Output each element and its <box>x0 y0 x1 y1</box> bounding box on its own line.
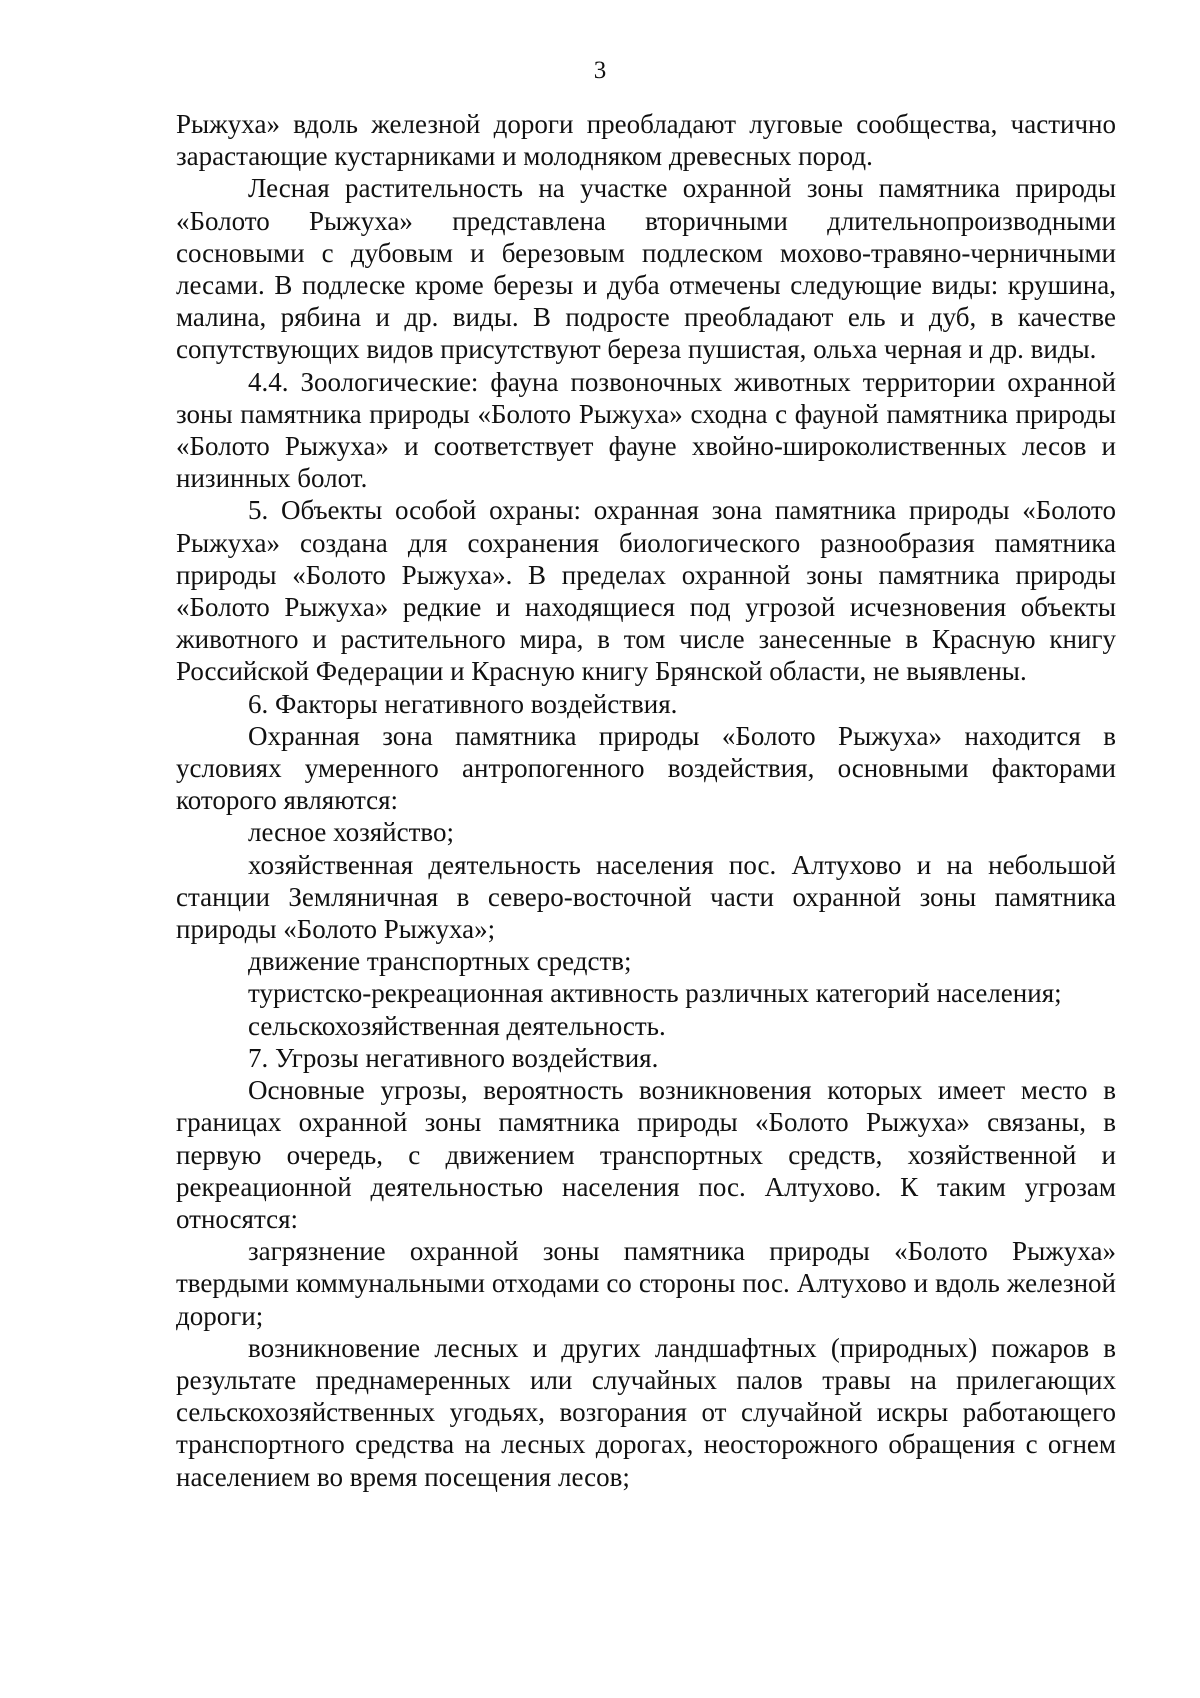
list-item-recreation: туристско-рекреационная активность различных категорий населения; <box>248 978 1062 1009</box>
list-item-pollution: загрязнение охранной зоны памятника природы «Болото Рыжуха» твердыми коммунальными отходами со стороны пос. Алтухово и вдоль железной дороги; <box>176 1236 1116 1331</box>
list-item-forestry: лесное хозяйство; <box>248 817 454 848</box>
list-item-fires: возникновение лесных и других ландшафтных (природных) пожаров в результате преднамеренных или случайных палов травы на прилегающих сельскохозяйственных угодьях, возгорания от случайной искры работающего транспортного средства на лесных дорогах, неосторожного обращения с огнем населением во время посещения лесов; <box>176 1332 1116 1492</box>
list-item-transport: движение транспортных средств; <box>248 946 632 977</box>
document-body <box>176 108 1116 1493</box>
heading-negative-factors: 6. Факторы негативного воздействия. <box>248 688 678 719</box>
paragraph-protected-objects: 5. Объекты особой охраны: охранная зона памятника природы «Болото Рыжуха» создана для сохранения биологического разнообразия памятника природы «Болото Рыжуха». В пределах охранной зоны памятника природы «Болото Рыжуха» редкие и находящиеся под угрозой исчезновения объекты животного и растительного мира, в том числе занесенные в Красную книгу Российской Федерации и Красную книгу Брянской области, не выявлены. <box>176 495 1116 687</box>
paragraph-main-threats: Основные угрозы, вероятность возникновения которых имеет место в границах охранной зоны памятника природы «Болото Рыжуха» связаны, в первую очередь, с движением транспортных средств, хозяйственной и рекреационной деятельностью населения пос. Алтухово. К таким угрозам относятся: <box>176 1075 1116 1234</box>
page-number: 3 <box>593 57 607 84</box>
list-item-agriculture: сельскохозяйственная деятельность. <box>248 1010 666 1041</box>
paragraph-zoological: 4.4. Зоологические: фауна позвоночных животных территории охранной зоны памятника природы «Болото Рыжуха» сходна с фауной памятника природы «Болото Рыжуха» и соответствует фауне хвойно-широколиственных лесов и низинных болот. <box>176 366 1116 494</box>
list-item-economic-activity: хозяйственная деятельность населения пос. Алтухово и на небольшой станции Земляничная в северо-восточной части охранной зоны памятника природы «Болото Рыжуха»; <box>176 849 1116 945</box>
heading-threats: 7. Угрозы негативного воздействия. <box>248 1042 659 1073</box>
paragraph-forest-vegetation: Лесная растительность на участке охранной зоны памятника природы «Болото Рыжуха» представлена вторичными длительнопроизводными сосновыми с дубовым и березовым подлеском мохово-травяно-черничными лесами. В подлеске кроме березы и дуба отмечены следующие виды: крушина, малина, рябина и др. виды. В подросте преобладают ель и дуб, в качестве сопутствующих видов присутствуют береза пушистая, ольха черная и др. виды. <box>176 173 1116 365</box>
paragraph-continuation-meadow: Рыжуха» вдоль железной дороги преобладают луговые сообщества, частично зарастающие кустарниками и молодняком древесных пород. <box>176 109 1116 172</box>
paragraph-anthropogenic-impact: Охранная зона памятника природы «Болото Рыжуха» находится в условиях умеренного антропогенного воздействия, основными факторами которого являются: <box>176 720 1116 816</box>
